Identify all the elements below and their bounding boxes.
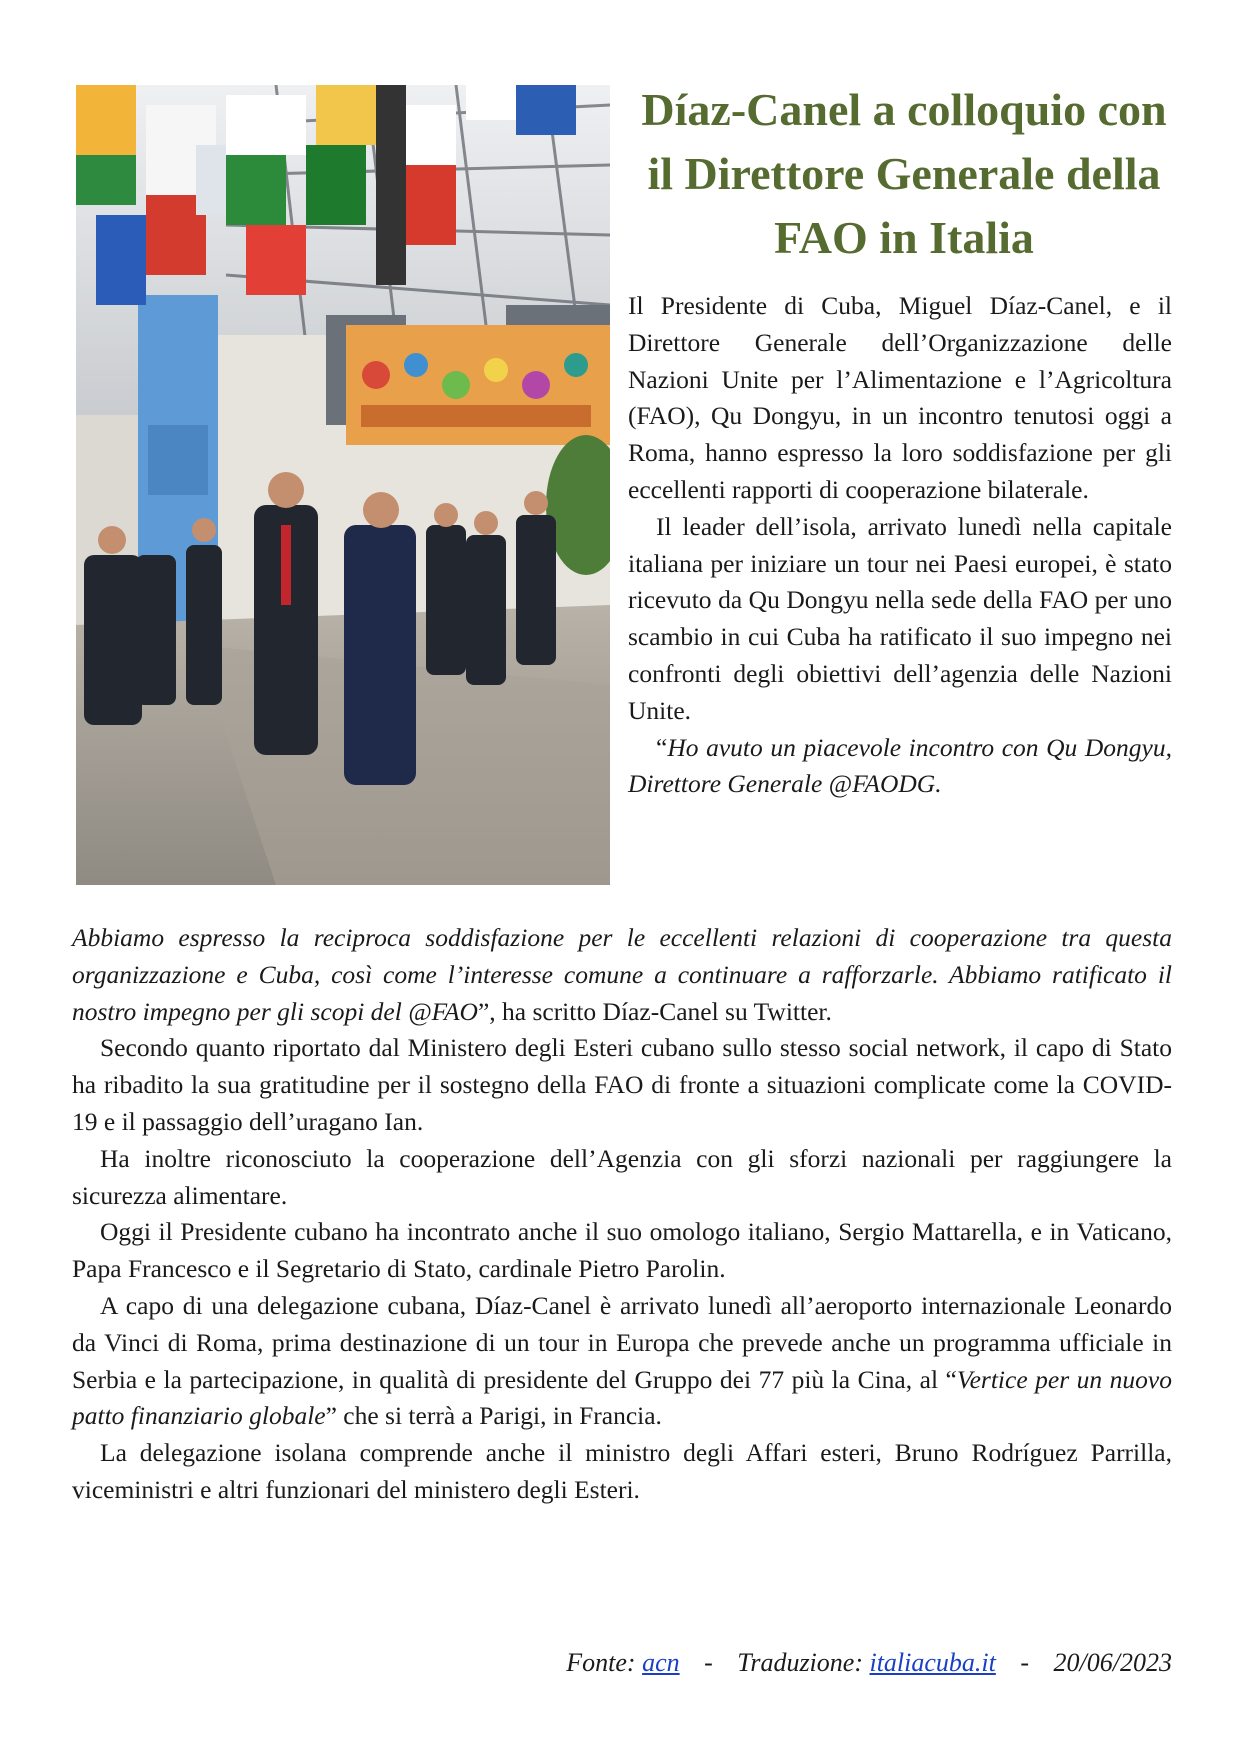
- paragraph-8: La delegazione isolana comprende anche il ministro degli Affari esteri, Bruno Rodríguez Parrilla, viceministri e altri funzionari del ministero degli Esteri.: [72, 1438, 1172, 1504]
- translation-link[interactable]: italiacuba.it: [869, 1648, 996, 1677]
- source-label: Fonte:: [566, 1648, 636, 1677]
- quote-part-2: Abbiamo espresso la reciproca soddisfazione per le eccellenti relazioni di cooperazione tra questa organizzazione e Cuba, così come l’interesse comune a continuare a rafforzarle. Abbiamo ratificato il nostro impegno per gli scopi del @FAO: [72, 923, 1172, 1026]
- paragraph-6: Oggi il Presidente cubano ha incontrato anche il suo omologo italiano, Sergio Mattarella, e in Vaticano, Papa Francesco e il Segretario di Stato, cardinale Pietro Parolin.: [72, 1217, 1172, 1284]
- photo-illustration: [76, 85, 610, 885]
- quote-close: ”, ha scritto Díaz-Canel su Twitter.: [477, 996, 832, 1026]
- article-title: Díaz-Canel a colloquio con il Direttore Generale della FAO in Italia: [641, 84, 1167, 263]
- publication-date: 20/06/2023: [1053, 1648, 1172, 1677]
- article-column-right: [628, 288, 1172, 803]
- paragraph-5: Ha inoltre riconosciuto la cooperazione dell’Agenzia con gli sforzi nazionali per raggiungere la sicurezza alimentare.: [72, 1143, 1172, 1210]
- paragraph-4: Secondo quanto riportato dal Ministero degli Esteri cubano sullo stesso social network, il capo di Stato ha ribadito la sua gratitudine per il sostegno della FAO di fronte a situazioni complicate come la COVID-19 e il passaggio dell’uragano Ian.: [72, 1033, 1172, 1136]
- paragraph-3-start: [628, 730, 1172, 804]
- photo-fao-hall: [76, 85, 610, 885]
- source-link[interactable]: acn: [642, 1648, 680, 1677]
- paragraph-7-b: ” che si terrà a Parigi, in Francia.: [325, 1401, 662, 1431]
- article-body-full: [72, 920, 1172, 1509]
- paragraph-1: Il Presidente di Cuba, Miguel Díaz-Canel, e il Direttore Generale dell’Organizzazione delle Nazioni Unite per l’Alimentazione e l’Agricoltura (FAO), Qu Dongyu, in un incontro tenutosi oggi a Roma, hanno espresso la loro soddisfazione per gli eccellenti rapporti di cooperazione bilaterale.: [628, 291, 1172, 504]
- paragraph-7: [72, 1288, 1172, 1435]
- paragraph-7-a: A capo di una delegazione cubana, Díaz-Canel è arrivato lunedì all’aeroporto internazionale Leonardo da Vinci di Roma, prima destinazione di un tour in Europa che prevede anche un programma ufficiale in Serbia e la partecipazione, in qualità di presidente del Gruppo dei 77 più la Cina, al “: [72, 1290, 1172, 1394]
- paragraph-2: Il leader dell’isola, arrivato lunedì nella capitale italiana per iniziare un tour nei Paesi europei, è stato ricevuto da Qu Dongyu nella sede della FAO per uno scambio in cui Cuba ha ratificato il suo impegno nei confronti degli obiettivi dell’agenzia delle Nazioni Unite.: [628, 511, 1172, 725]
- translation-label: Traduzione:: [737, 1648, 863, 1677]
- quote-open: “: [656, 732, 668, 762]
- paragraph-7-italic: Vertice per un nuovo patto finanziario globale: [72, 1364, 1172, 1431]
- quote-part-1: Ho avuto un piacevole incontro con Qu Dongyu, Direttore Generale @FAODG.: [628, 732, 1172, 799]
- separator-1: -: [704, 1648, 713, 1677]
- paragraph-3-continued: [72, 920, 1172, 1030]
- separator-2: -: [1020, 1648, 1030, 1677]
- source-line: [72, 1646, 1172, 1680]
